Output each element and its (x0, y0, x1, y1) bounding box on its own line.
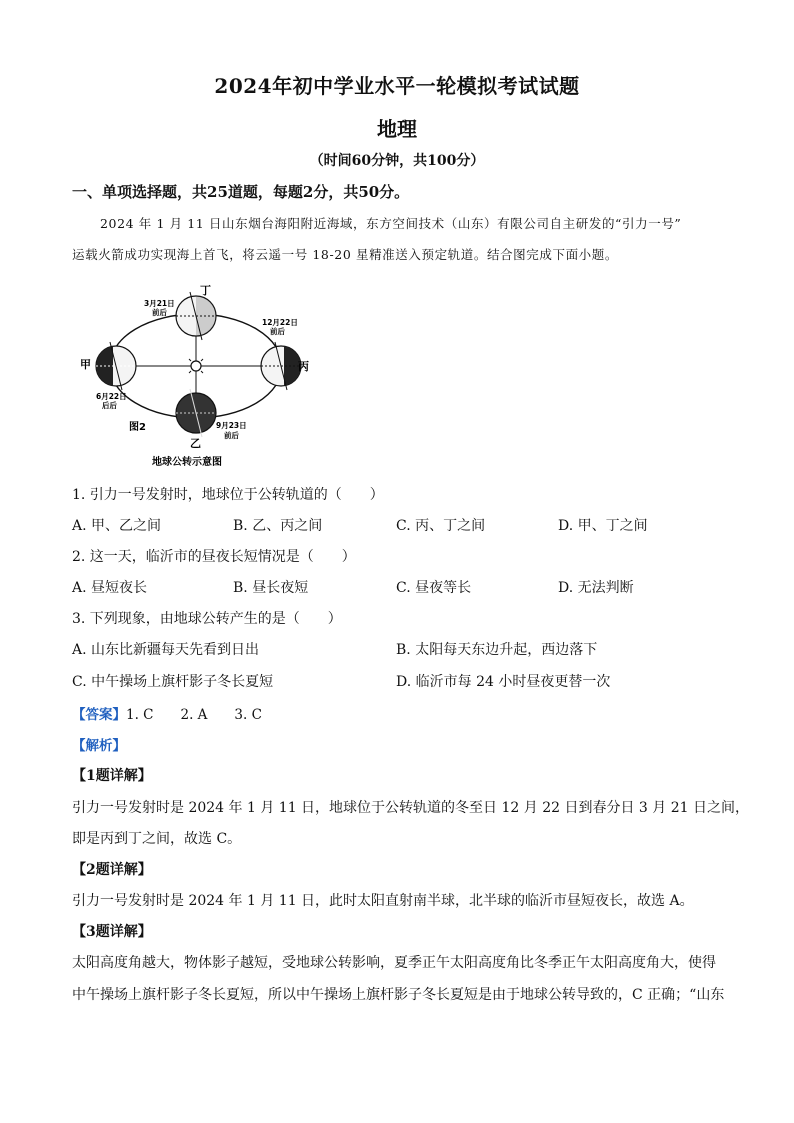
question-2-option-d: D. 无法判断 (558, 580, 634, 596)
answer-label: 【答案】 (72, 707, 126, 723)
question-3-stem: 3. 下列现象，由地球公转产生的是（ ） (72, 611, 342, 627)
section-heading: 一、单项选择题，共25道题，每题2分，共50分。 (72, 183, 410, 201)
question-1-option-d: D. 甲、丁之间 (558, 518, 648, 534)
figure-number: 图2 (129, 422, 146, 433)
label-yi: 乙 (190, 437, 201, 450)
question-3-option-d: D. 临沂市每 24 小时昼夜更替一次 (396, 674, 611, 690)
question-3-option-a: A. 山东比新疆每天先看到日出 (72, 642, 260, 658)
figure-caption: 地球公转示意图 (152, 457, 222, 468)
intro-line-2: 运载火箭成功实现海上首飞，将云遥一号 18-20 星精准送入预定轨道。结合图完成下面小题。 (72, 247, 618, 262)
question-1-option-c: C. 丙、丁之间 (396, 518, 486, 534)
question-3-option-b: B. 太阳每天东边升起，西边落下 (396, 642, 598, 658)
label-sep23-sub: 前后 (224, 431, 239, 440)
label-sep23: 9月23日 (216, 421, 247, 430)
detail-3-line-2: 中午操场上旗杆影子冬长夏短，所以中午操场上旗杆影子冬长夏短是由于地球公转导致的，C 正确；“山东 (72, 987, 725, 1003)
label-mar21-sub: 前后 (152, 308, 167, 317)
label-jia: 甲 (80, 358, 91, 371)
detail-2-line-1: 引力一号发射时是 2024 年 1 月 11 日，此时太阳直射南半球，北半球的临沂市昼短夜长，故选 A。 (72, 893, 694, 909)
question-2-option-c: C. 昼夜等长 (396, 580, 472, 596)
answer-text: 1. C 2. A 3. C (126, 707, 262, 723)
question-2-option-b: B. 昼长夜短 (233, 580, 309, 596)
question-1-option-a: A. 甲、乙之间 (72, 518, 162, 534)
earth-ding-icon (176, 292, 216, 340)
detail-3-label: 【3题详解】 (72, 924, 152, 940)
intro-line-1: 2024 年 1 月 11 日山东烟台海阳附近海域，东方空间技术（山东）有限公司自主研发的“引力一号” (100, 216, 682, 231)
question-3-option-c: C. 中午操场上旗杆影子冬长夏短 (72, 674, 274, 690)
question-1-option-b: B. 乙、丙之间 (233, 518, 323, 534)
label-bing: 丙 (298, 360, 309, 373)
question-1-stem: 1. 引力一号发射时，地球位于公转轨道的（ ） (72, 487, 384, 503)
label-dec22-sub: 前后 (270, 327, 285, 336)
answer-row (72, 703, 262, 723)
detail-1-line-2: 即是丙到丁之间，故选 C。 (72, 831, 242, 847)
label-dec22: 12月22日 (262, 318, 298, 327)
sun-icon (186, 356, 206, 376)
detail-2-label: 【2题详解】 (72, 862, 152, 878)
question-2-option-a: A. 昼短夜长 (72, 580, 148, 596)
subject-title: 地理 (377, 117, 417, 141)
time-info: （时间60分钟，共100分） (309, 153, 485, 169)
label-ding: 丁 (200, 284, 211, 297)
exam-title: 2024年初中学业水平一轮模拟考试试题 (214, 74, 580, 98)
question-2-stem: 2. 这一天，临沂市的昼夜长短情况是（ ） (72, 549, 356, 565)
label-jun22-sub: 后后 (102, 401, 117, 410)
earth-yi-icon (176, 389, 216, 437)
label-mar21: 3月21日 (144, 299, 175, 308)
detail-3-line-1: 太阳高度角越大，物体影子越短，受地球公转影响，夏季正午太阳高度角比冬季正午太阳高度角大，使得 (72, 955, 716, 971)
detail-1-line-1: 引力一号发射时是 2024 年 1 月 11 日，地球位于公转轨道的冬至日 12 月 22 日到春分日 3 月 21 日之间， (72, 800, 750, 816)
detail-1-label: 【1题详解】 (72, 768, 152, 784)
label-jun22: 6月22日 (96, 392, 127, 401)
earth-jia-icon (96, 342, 136, 390)
earth-revolution-diagram (72, 282, 312, 472)
analysis-label: 【解析】 (72, 738, 126, 754)
